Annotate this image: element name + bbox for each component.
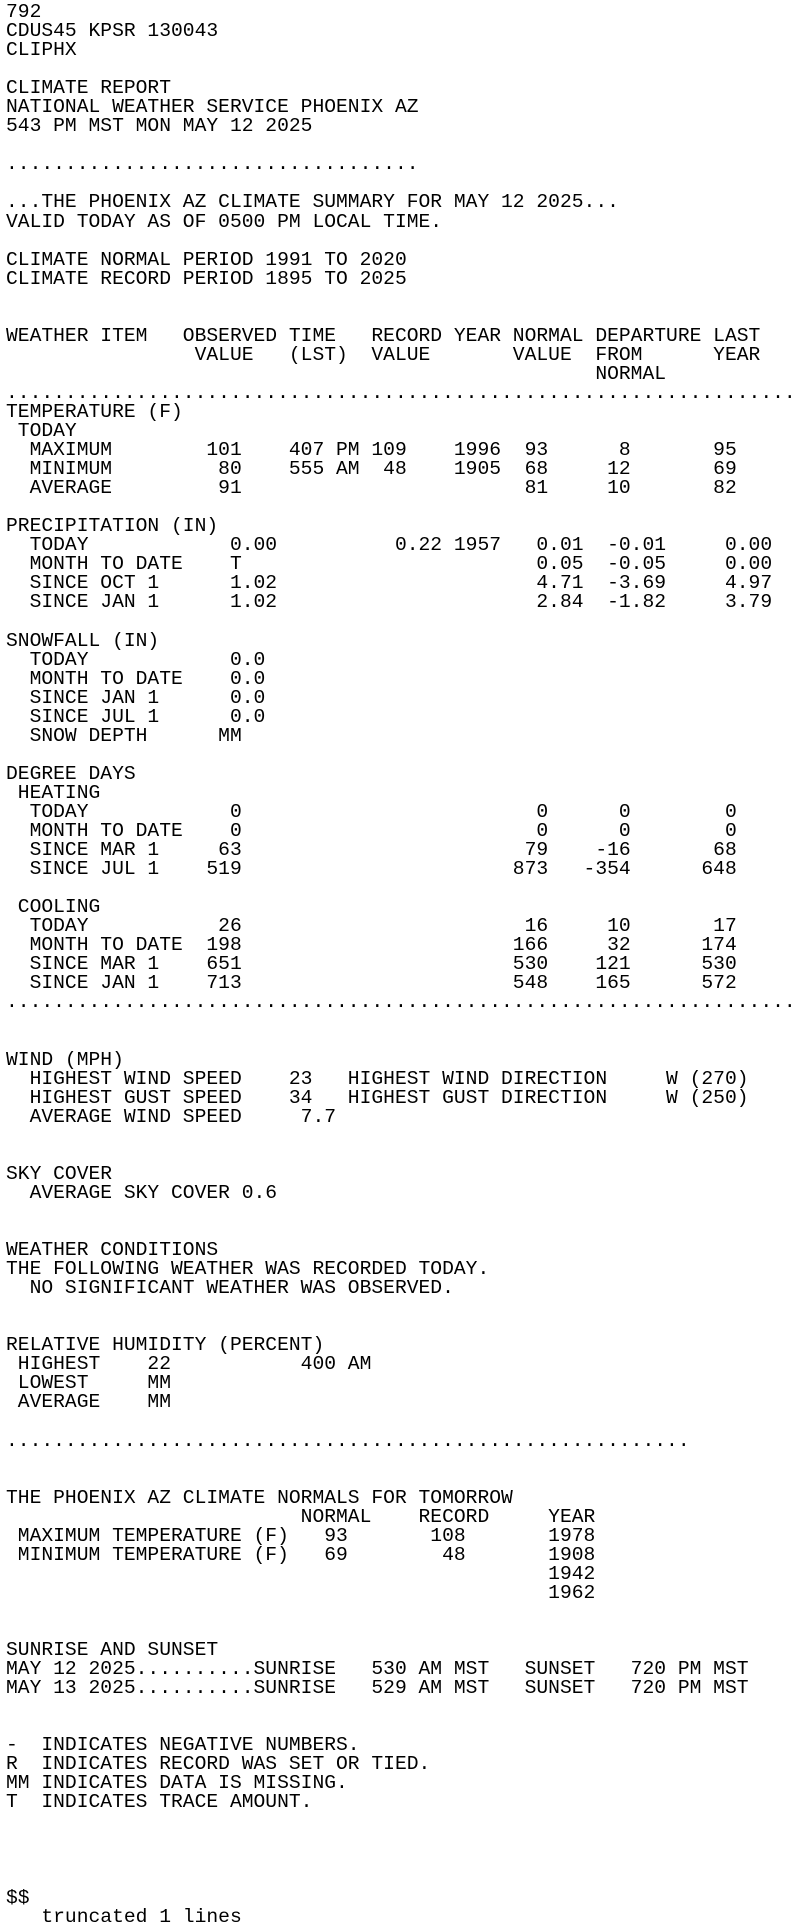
report-line: VALID TODAY AS OF 0500 PM LOCAL TIME. bbox=[6, 210, 443, 233]
report-line: SINCE OCT 1 1.02 4.71 -3.69 4.97 bbox=[6, 572, 773, 595]
report-line: WEATHER CONDITIONS bbox=[6, 1239, 219, 1262]
report-line: WEATHER ITEM OBSERVED TIME RECORD YEAR NORMAL DEPARTURE LAST bbox=[6, 324, 761, 347]
report-line: NO SIGNIFICANT WEATHER WAS OBSERVED. bbox=[6, 1277, 454, 1300]
report-line bbox=[6, 1012, 810, 1031]
report-line bbox=[6, 232, 810, 251]
report-line: SINCE MAR 1 63 79 -16 68 bbox=[6, 839, 737, 862]
report-line: R INDICATES RECORD WAS SET OR TIED. bbox=[6, 1753, 431, 1776]
report-line bbox=[6, 879, 810, 898]
report-line: ................................... bbox=[6, 153, 419, 176]
report-line bbox=[6, 1832, 810, 1851]
report-line: 1942 bbox=[6, 1562, 596, 1585]
report-line: MINIMUM 80 555 AM 48 1905 68 12 69 bbox=[6, 458, 737, 481]
report-line: TODAY 0.0 bbox=[6, 648, 266, 671]
report-line: .......................................................... bbox=[6, 1429, 690, 1452]
report-line: CLIMATE NORMAL PERIOD 1991 TO 2020 bbox=[6, 248, 407, 271]
report-line: MAXIMUM 101 407 PM 109 1996 93 8 95 bbox=[6, 439, 737, 462]
report-line bbox=[6, 1032, 810, 1051]
report-line: MM INDICATES DATA IS MISSING. bbox=[6, 1772, 348, 1795]
report-line bbox=[6, 1470, 810, 1489]
report-line: DEGREE DAYS bbox=[6, 762, 136, 785]
report-line: MONTH TO DATE 198 166 32 174 bbox=[6, 934, 737, 957]
report-line: MONTH TO DATE 0.0 bbox=[6, 667, 266, 690]
report-line: CLIMATE RECORD PERIOD 1895 TO 2025 bbox=[6, 267, 407, 290]
report-line: AVERAGE 91 81 10 82 bbox=[6, 477, 737, 500]
report-line: HIGHEST GUST SPEED 34 HIGHEST GUST DIRECTION W (250) bbox=[6, 1086, 749, 1109]
report-line: 792 bbox=[6, 1, 42, 23]
report-line: SUNRISE AND SUNSET bbox=[6, 1639, 219, 1662]
report-line: T INDICATES TRACE AMOUNT. bbox=[6, 1791, 313, 1814]
report-line: THE PHOENIX AZ CLIMATE NORMALS FOR TOMORROW bbox=[6, 1486, 513, 1509]
report-line: MAY 13 2025..........SUNRISE 529 AM MST SUNSET 720 PM MST bbox=[6, 1677, 749, 1700]
report-line: ...THE PHOENIX AZ CLIMATE SUMMARY FOR MAY 12 2025... bbox=[6, 191, 619, 214]
report-line: NORMAL RECORD YEAR bbox=[6, 1505, 596, 1528]
report-line: ................................................................... bbox=[6, 991, 796, 1014]
report-line: MAXIMUM TEMPERATURE (F) 93 108 1978 bbox=[6, 1524, 596, 1547]
report-line: AVERAGE MM bbox=[6, 1391, 172, 1414]
report-line: MONTH TO DATE T 0.05 -0.05 0.00 bbox=[6, 553, 773, 576]
report-line bbox=[6, 1203, 810, 1222]
report-line: TODAY bbox=[6, 420, 77, 443]
report-line: SINCE JAN 1 1.02 2.84 -1.82 3.79 bbox=[6, 591, 773, 614]
report-line: TODAY 26 16 10 17 bbox=[6, 915, 737, 938]
report-line: VALUE (LST) VALUE VALUE FROM YEAR bbox=[6, 343, 761, 366]
report-line: 1962 bbox=[6, 1581, 596, 1604]
report-line: LOWEST MM bbox=[6, 1372, 172, 1395]
report-line: AVERAGE WIND SPEED 7.7 bbox=[6, 1105, 337, 1128]
report-line: MAY 12 2025..........SUNRISE 530 AM MST SUNSET 720 PM MST bbox=[6, 1658, 749, 1681]
report-line: HEATING bbox=[6, 781, 101, 804]
report-line: SINCE MAR 1 651 530 121 530 bbox=[6, 953, 737, 976]
report-line: SINCE JAN 1 713 548 165 572 bbox=[6, 972, 737, 995]
report-line: SINCE JUL 1 519 873 -354 648 bbox=[6, 858, 737, 881]
report-line: truncated 1 lines bbox=[6, 1905, 242, 1928]
report-line: COOLING bbox=[6, 896, 101, 919]
report-line: SNOWFALL (IN) bbox=[6, 629, 160, 652]
report-line bbox=[6, 289, 810, 308]
report-line: AVERAGE SKY COVER 0.6 bbox=[6, 1181, 278, 1204]
report-line: HIGHEST WIND SPEED 23 HIGHEST WIND DIRECTION W (270) bbox=[6, 1067, 749, 1090]
report-line: 543 PM MST MON MAY 12 2025 bbox=[6, 115, 313, 138]
report-line: MINIMUM TEMPERATURE (F) 69 48 1908 bbox=[6, 1543, 596, 1566]
report-line: CLIPHX bbox=[6, 39, 77, 62]
report-line: $$ bbox=[6, 1886, 30, 1909]
report-line: TODAY 0 0 0 0 bbox=[6, 800, 737, 823]
report-line: SINCE JUL 1 0.0 bbox=[6, 705, 266, 728]
report-line bbox=[6, 1298, 810, 1317]
report-line bbox=[6, 1870, 810, 1889]
report-line bbox=[6, 1146, 810, 1165]
report-line: MONTH TO DATE 0 0 0 0 bbox=[6, 820, 737, 843]
report-line: SNOW DEPTH MM bbox=[6, 724, 242, 747]
report-line bbox=[6, 1698, 810, 1717]
report-line bbox=[6, 1812, 810, 1831]
report-line bbox=[6, 1451, 810, 1470]
report-line bbox=[6, 1127, 810, 1146]
report-line: PRECIPITATION (IN) bbox=[6, 515, 219, 538]
report-line: RELATIVE HUMIDITY (PERCENT) bbox=[6, 1334, 325, 1357]
report-line: SKY COVER bbox=[6, 1162, 113, 1185]
report-line bbox=[6, 1603, 810, 1622]
report-line: NATIONAL WEATHER SERVICE PHOENIX AZ bbox=[6, 96, 419, 119]
report-line: TODAY 0.00 0.22 1957 0.01 -0.01 0.00 bbox=[6, 534, 773, 557]
report-line: CDUS45 KPSR 130043 bbox=[6, 20, 219, 43]
report-line bbox=[6, 613, 810, 632]
report-line: TEMPERATURE (F) bbox=[6, 400, 183, 423]
report-line: THE FOLLOWING WEATHER WAS RECORDED TODAY. bbox=[6, 1258, 490, 1281]
report-line: NORMAL bbox=[6, 362, 667, 385]
report-line: WIND (MPH) bbox=[6, 1048, 124, 1071]
report-line: HIGHEST 22 400 AM bbox=[6, 1353, 372, 1376]
report-line: ................................................................... bbox=[6, 381, 796, 404]
report-line bbox=[6, 308, 810, 327]
report-line: - INDICATES NEGATIVE NUMBERS. bbox=[6, 1734, 360, 1757]
report-line bbox=[6, 1851, 810, 1870]
report-line: CLIMATE REPORT bbox=[6, 77, 172, 100]
report-line bbox=[6, 1412, 810, 1431]
report-line: SINCE JAN 1 0.0 bbox=[6, 686, 266, 709]
